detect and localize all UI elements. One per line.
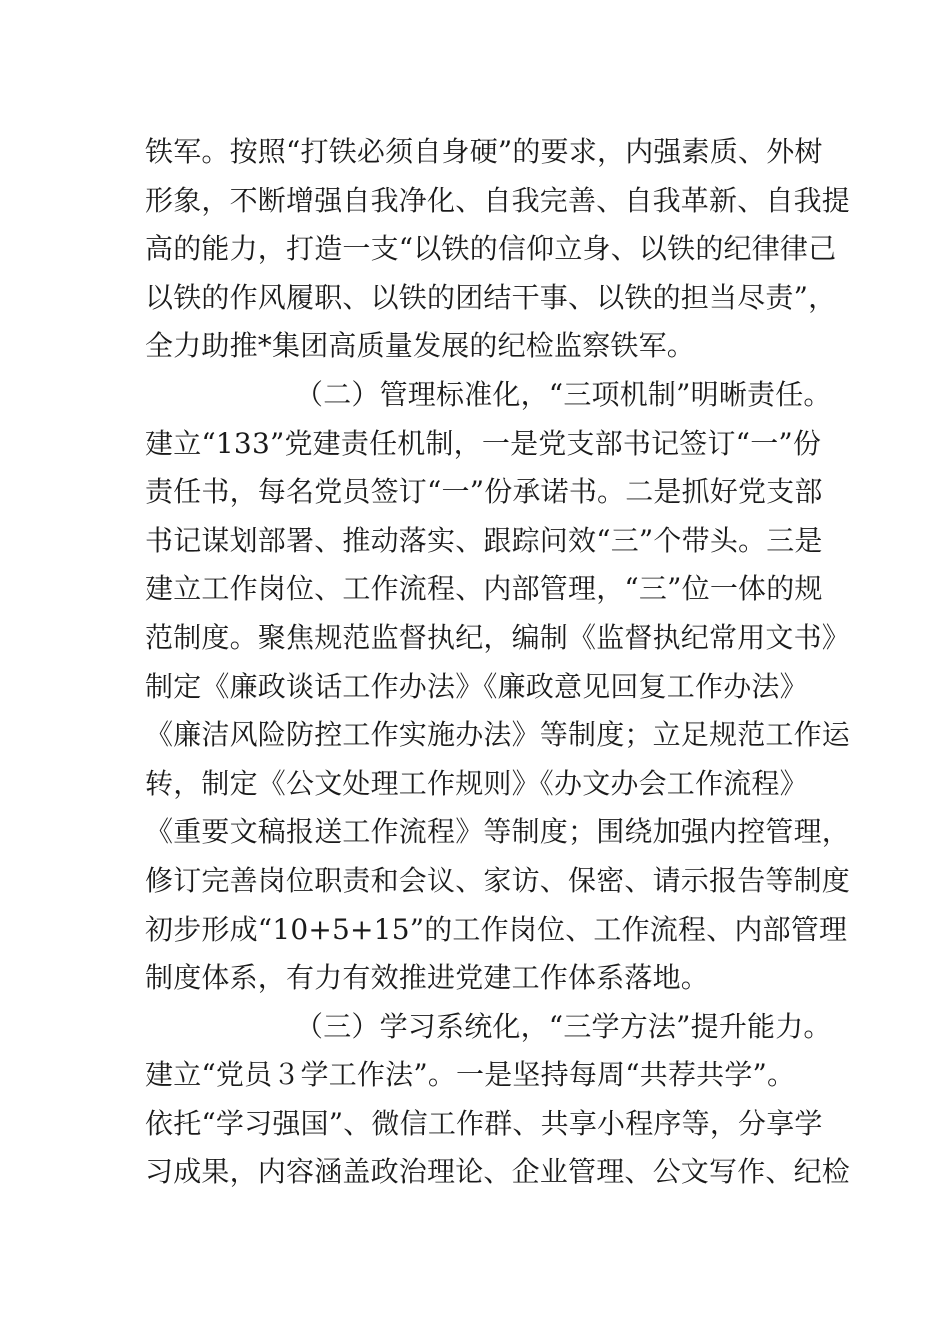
text-line: 建立“133”党建责任机制，一是党支部书记签订“一”份 [145, 426, 822, 460]
text-line: 铁军。按照“打铁必须自身硬”的要求，内强素质、外树 [145, 135, 823, 168]
section-heading: （三）学习系统化，“三学方法”提升能力。 [295, 1009, 832, 1043]
text-line: 转，制定《公文处理工作规则》《办文办会工作流程》 [145, 766, 808, 800]
text-line: 书记谋划部署、推动落实、跟踪问效“三”个带头。三是 [145, 523, 823, 557]
text-line: 《廉洁风险防控工作实施办法》等制度；立足规范工作运 [145, 718, 851, 752]
text-line: 习成果，内容涵盖政治理论、企业管理、公文写作、纪检 [145, 1155, 851, 1189]
document-body [145, 128, 851, 1197]
text-line: 修订完善岗位职责和会议、家访、保密、请示报告等制度 [145, 863, 851, 897]
text-line: 建立工作岗位、工作流程、内部管理，“三”位一体的规 [145, 572, 823, 606]
text-line: 制定《廉政谈话工作办法》《廉政意见回复工作办法》 [145, 669, 808, 703]
text-line: 责任书，每名党员签订“一”份承诺书。二是抓好党支部 [145, 475, 823, 509]
text-line: 高的能力，打造一支“以铁的信仰立身、以铁的纪律律己 [145, 232, 837, 266]
text-line: 制度体系，有力有效推进党建工作体系落地。 [145, 961, 710, 995]
text-line: 《重要文稿报送工作流程》等制度；围绕加强内控管理， [145, 815, 851, 849]
text-line: 形象，不断增强自我净化、自我完善、自我革新、自我提 [145, 183, 851, 217]
section-heading: （二）管理标准化，“三项机制”明晰责任。 [295, 377, 832, 411]
text-line: 初步形成“10+5+15”的工作岗位、工作流程、内部管理 [145, 912, 848, 946]
text-line: 范制度。聚焦规范监督执纪，编制《监督执纪常用文书》 [145, 620, 851, 654]
text-line: 依托“学习强国”、微信工作群、共享小程序等，分享学 [145, 1106, 823, 1140]
text-line: 全力助推*集团高质量发展的纪检监察铁军。 [145, 329, 696, 363]
text-line: 以铁的作风履职、以铁的团结干事、以铁的担当尽责”， [145, 280, 837, 314]
text-line: 建立“党员３学工作法”。一是坚持每周“共荐共学”。 [145, 1058, 796, 1092]
